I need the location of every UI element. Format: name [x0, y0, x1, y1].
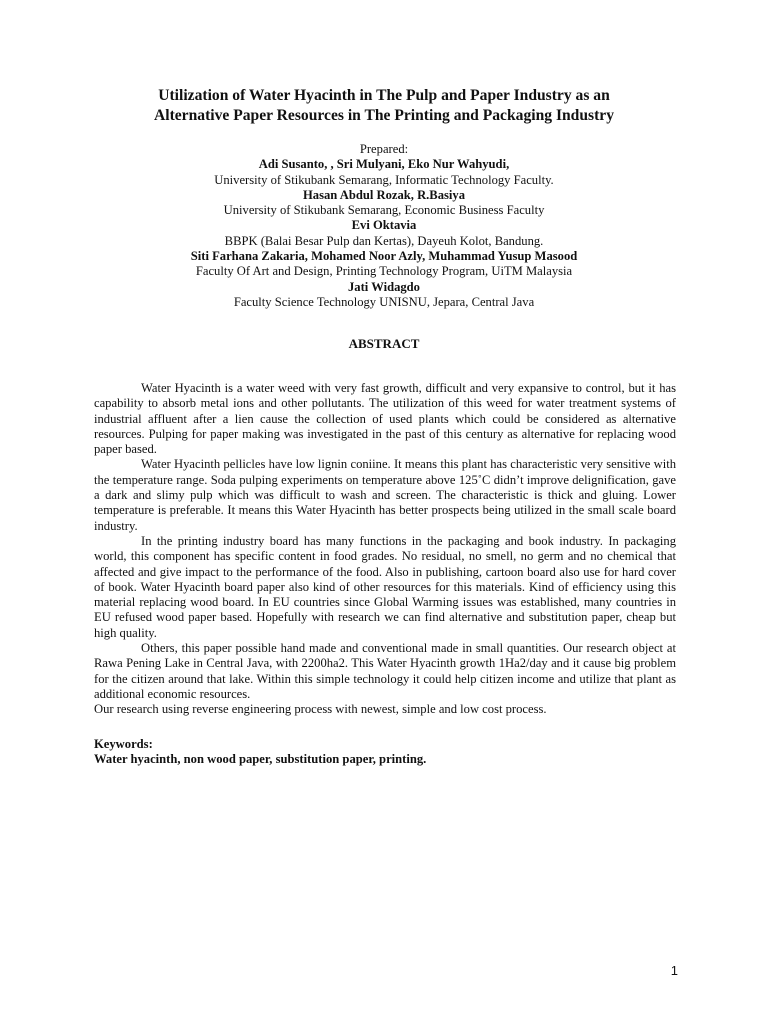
abstract-body	[94, 381, 676, 718]
abstract-paragraph: Water Hyacinth is a water weed with very fast growth, difficult and very expansive to control, but it has capability to absorb metal ions and other pollutants. The utilization of this weed for water treatment systems of industrial affluent after a lien cause the collection of used plants which could be considered as alternative resources. Pulping for paper making was investigated in the past of this century as alternative for replacing wood paper based.	[94, 381, 676, 457]
prepared-label: Prepared:	[359, 142, 409, 156]
author-affiliation: University of Stikubank Semarang, Economic Business Faculty	[223, 203, 545, 218]
author-names: Jati Widagdo	[348, 279, 420, 294]
abstract-paragraph: Others, this paper possible hand made and conventional made in small quantities. Our research object at Rawa Pening Lake in Central Java, with 2200ha2. This Water Hyacinth growth 1Ha2/day and it cause big problem for the citizen around that lake. Within this simple technology it could help citizen income and utilize that plant as additional economic resources.	[94, 641, 676, 701]
author-affiliation: Faculty Science Technology UNISNU, Jepara, Central Java	[233, 294, 535, 309]
keywords-section	[94, 737, 676, 768]
page-number: 1	[670, 963, 678, 978]
author-affiliation: Faculty Of Art and Design, Printing Technology Program, UiTM Malaysia	[195, 264, 573, 279]
paper-title	[60, 86, 708, 126]
keywords-label: Keywords:	[94, 737, 153, 751]
author-names: Hasan Abdul Rozak, R.Basiya	[302, 187, 465, 202]
author-block	[60, 142, 708, 310]
title-line: Alternative Paper Resources in The Printing and Packaging Industry	[153, 107, 615, 124]
keywords-list: Water hyacinth, non wood paper, substitution paper, printing.	[94, 752, 427, 767]
title-line: Utilization of Water Hyacinth in The Pulp and Paper Industry as an	[158, 87, 610, 104]
author-affiliation: BBPK (Balai Besar Pulp dan Kertas), Dayeuh Kolot, Bandung.	[224, 233, 544, 248]
abstract-paragraph: Our research using reverse engineering process with newest, simple and low cost process.	[94, 702, 547, 717]
author-names: Adi Susanto, , Sri Mulyani, Eko Nur Wahyudi,	[258, 157, 510, 172]
author-names: Evi Oktavia	[351, 218, 417, 233]
abstract-heading: ABSTRACT	[348, 336, 420, 351]
abstract-paragraph: In the printing industry board has many functions in the packaging and book industry. In packaging world, this component has specific content in food grades. No residual, no smell, no germ and no chemical that affected and give impact to the performance of the food. Also in publishing, cartoon board also use for hard cover of book. Water Hyacinth board paper also kind of other resources for this materials. Kind of efficiency using this material replacing wood board. In EU countries since Global Warming issues was established, many countries in EU refused wood paper based. Hopefully with research we can find alternative and substitution paper, cheap but high quality.	[94, 533, 676, 640]
abstract-paragraph: Water Hyacinth pellicles have low lignin coniine. It means this plant has characteristic very sensitive with the temperature range. Soda pulping experiments on temperature above 125˚C didn’t improve delignification, gave a dark and slimy pulp which was difficult to wash and screen. The characteristic is thick and gluing. Lower temperature is preferable. It means this Water Hyacinth has better prospects being utilized in the small scale board industry.	[94, 457, 676, 533]
author-affiliation: University of Stikubank Semarang, Informatic Technology Faculty.	[214, 172, 554, 187]
author-names: Siti Farhana Zakaria, Mohamed Noor Azly, Muhammad Yusup Masood	[190, 249, 578, 264]
